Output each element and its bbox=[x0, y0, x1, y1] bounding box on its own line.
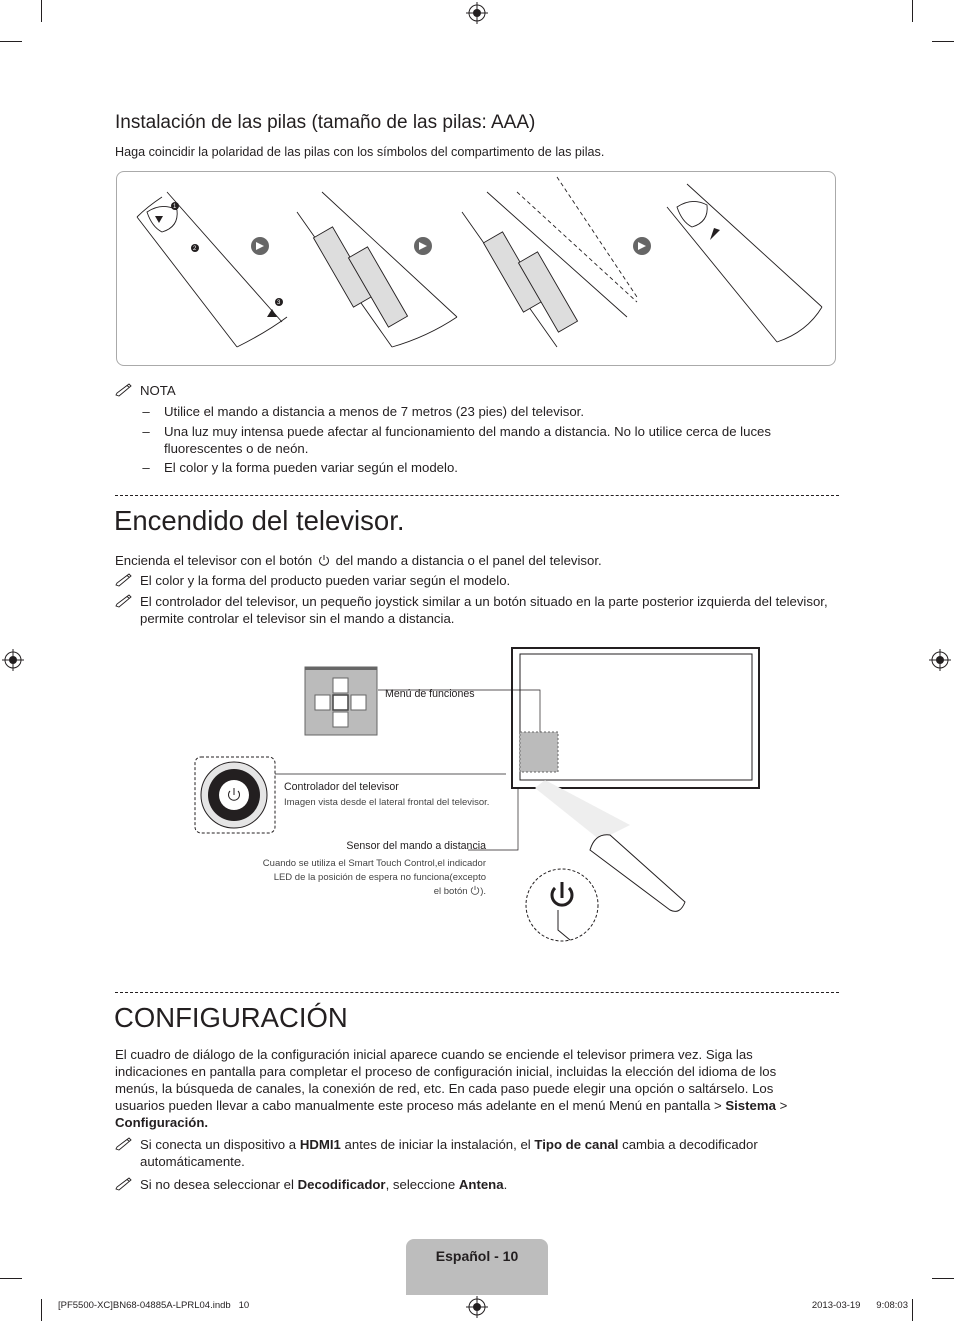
power-heading: Encendido del televisor. bbox=[114, 505, 405, 536]
tv-controller-diagram bbox=[190, 640, 770, 950]
registration-mark-icon bbox=[2, 649, 24, 671]
config-configuracion: Configuración. bbox=[115, 1115, 209, 1130]
config-note-text: Si no desea seleccionar el bbox=[140, 1177, 294, 1192]
config-paragraph bbox=[115, 1046, 795, 1131]
crop-mark bbox=[932, 41, 954, 42]
crop-mark bbox=[0, 1278, 22, 1279]
footer-file: [PF5500-XC]BN68-04885A-LPRL04.indb 10 bbox=[58, 1300, 250, 1311]
power-icon bbox=[318, 554, 330, 566]
config-antena: Antena bbox=[458, 1177, 504, 1192]
config-decodificador: Decodificador bbox=[297, 1177, 386, 1192]
menu-label: Menú de funciones bbox=[385, 688, 475, 700]
config-hdmi: HDMI1 bbox=[299, 1137, 341, 1152]
power-icon bbox=[470, 885, 480, 895]
registration-mark-icon bbox=[466, 2, 488, 24]
power-intro-pre: Encienda el televisor con el botón bbox=[115, 553, 313, 568]
note-label: NOTA bbox=[140, 383, 176, 398]
sensor-sublabel-line: Cuando se utiliza el Smart Touch Control,el indicador bbox=[262, 858, 486, 869]
controller-label: Controlador del televisor bbox=[284, 781, 399, 793]
note-item: Utilice el mando a distancia a menos de 7 metros (23 pies) del televisor. bbox=[164, 404, 585, 419]
crop-mark bbox=[932, 1278, 954, 1279]
config-note bbox=[140, 1176, 820, 1193]
battery-intro: Haga coincidir la polaridad de las pilas con los símbolos del compartimento de las pilas. bbox=[115, 145, 605, 159]
registration-mark-icon bbox=[929, 649, 951, 671]
note-pencil-icon bbox=[115, 573, 133, 587]
page-number: Español - 10 bbox=[435, 1248, 519, 1264]
config-note bbox=[140, 1136, 820, 1170]
config-note-text: antes de iniciar la instalación, el bbox=[344, 1137, 531, 1152]
section-divider bbox=[115, 992, 839, 993]
crop-mark bbox=[41, 1299, 42, 1321]
battery-install-illustration bbox=[117, 172, 836, 366]
sensor-sublabel-line: LED de la posición de espera no funciona(excepto bbox=[273, 872, 486, 883]
dash-bullet: – bbox=[142, 424, 150, 439]
note-pencil-icon bbox=[115, 1137, 133, 1151]
section-divider bbox=[115, 495, 839, 496]
page-number-tab bbox=[406, 1239, 548, 1295]
config-note-text: , seleccione bbox=[385, 1177, 456, 1192]
step-number: 2 bbox=[193, 246, 197, 252]
battery-figure bbox=[116, 171, 836, 366]
config-note-text: cambia a decodificador automáticamente. bbox=[140, 1137, 758, 1169]
footer-date: 2013-03-19 9:08:03 bbox=[811, 1300, 908, 1311]
config-paragraph-text: El cuadro de diálogo de la configuración inicial aparece cuando se enciende el televisor primera vez. Siga las indicaciones en pantalla para completar el proceso de configuración inicial, incluidas la elección del idioma de los menús, la búsqueda de canales, la conexión de red, etc. En cada paso puede elegir una opción o saltárselo. Los usuarios pueden llevar a cabo manualmente este proceso más adelante en el menú Menú en pantalla > bbox=[115, 1047, 777, 1113]
note-pencil-icon bbox=[115, 594, 133, 608]
diagram-graphics bbox=[190, 640, 770, 950]
crop-mark bbox=[41, 0, 42, 22]
dash-bullet: – bbox=[142, 404, 150, 419]
power-note: El controlador del televisor, un pequeño joystick similar a un botón situado en la parte posterior izquierda del televisor, permite controlar el televisor sin el mando a distancia. bbox=[140, 594, 828, 626]
step-number: 1 bbox=[173, 204, 177, 210]
config-note-text: Si conecta un dispositivo a bbox=[140, 1137, 297, 1152]
note-pencil-icon bbox=[115, 383, 133, 397]
power-note: El color y la forma del producto pueden variar según el modelo. bbox=[140, 573, 511, 588]
sensor-label: Sensor del mando a distancia bbox=[346, 840, 486, 852]
config-heading: CONFIGURACIÓN bbox=[114, 1002, 348, 1033]
registration-mark-icon bbox=[466, 1296, 488, 1318]
crop-mark bbox=[912, 1299, 913, 1321]
dash-bullet: – bbox=[142, 460, 150, 475]
note-item: Una luz muy intensa puede afectar al funcionamiento del mando a distancia. No lo utilice cerca de luces fluorescentes o de neón. bbox=[164, 424, 771, 456]
step-number: 3 bbox=[277, 300, 281, 306]
controller-sublabel: Imagen vista desde el lateral frontal del televisor. bbox=[284, 797, 490, 808]
note-item: El color y la forma pueden variar según el modelo. bbox=[164, 460, 458, 475]
config-tipo-canal: Tipo de canal bbox=[534, 1137, 619, 1152]
crop-mark bbox=[0, 41, 22, 42]
config-sistema: Sistema bbox=[725, 1098, 776, 1113]
power-intro bbox=[115, 552, 602, 569]
battery-heading: Instalación de las pilas (tamaño de las pilas: AAA) bbox=[115, 112, 536, 133]
crop-mark bbox=[912, 0, 913, 22]
power-intro-post: del mando a distancia o el panel del televisor. bbox=[335, 553, 602, 568]
config-note-text: . bbox=[503, 1177, 508, 1192]
config-gt: > bbox=[779, 1098, 788, 1113]
note-pencil-icon bbox=[115, 1177, 133, 1191]
sensor-sublabel-line: el botón bbox=[433, 886, 468, 897]
sensor-sublabel-end: ). bbox=[480, 886, 486, 897]
sensor-sublabel bbox=[190, 857, 486, 899]
